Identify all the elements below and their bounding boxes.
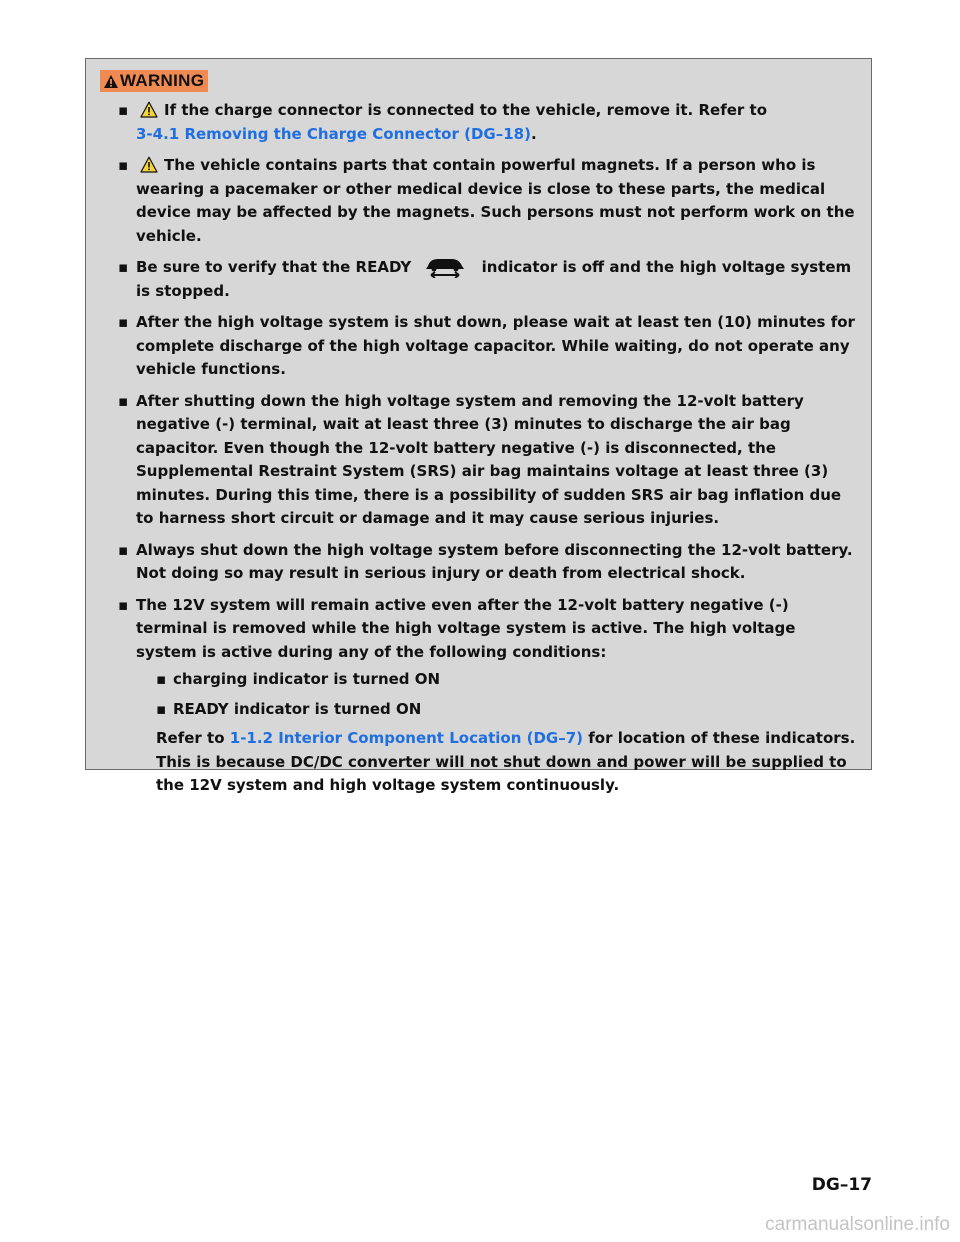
bullet: ▪ bbox=[156, 699, 167, 718]
item-text: After shutting down the high voltage system and removing the 12-volt battery negative (-) terminal, wait at least three (3) minutes to discharge the air bag capacitor. Even though the 12-volt battery negative (-) is disconnected, the Supplemental Restraint System (SRS) air bag maintains voltage at least three (3) minutes. During this time, there is a possibility of sudden SRS air bag inflation due to harness short circuit or damage and it may cause serious injuries. bbox=[136, 391, 842, 527]
bullet: ▪ bbox=[118, 313, 129, 331]
refer-text-end: for location of these indicators. This is because DC/DC converter will not shut down and power will be supplied to the 12V system and high voltage system continuously. bbox=[156, 729, 856, 794]
bullet: ▪ bbox=[118, 540, 129, 559]
warning-label: WARNING bbox=[120, 71, 205, 90]
bullet: ▪ bbox=[118, 258, 129, 276]
caution-triangle-icon bbox=[140, 156, 158, 173]
list-item bbox=[118, 311, 858, 382]
refer-text: Refer to bbox=[156, 729, 225, 747]
item-text: The vehicle contains parts that contain powerful magnets. If a person who is wearing a pacemaker or other medical device is close to these parts, the medical device may be affected by the magnets. Such persons must not perform work on the vehicle. bbox=[136, 156, 855, 245]
ready-indicator-icon bbox=[422, 256, 468, 278]
list-item bbox=[118, 154, 858, 248]
bullet: ▪ bbox=[156, 670, 167, 688]
list-item bbox=[118, 256, 858, 303]
item-text: After the high voltage system is shut down, please wait at least ten (10) minutes for complete discharge of the high voltage capacitor. While waiting, do not operate any vehicle functions. bbox=[136, 313, 855, 378]
item-text: Always shut down the high voltage system before disconnecting the 12-volt battery. Not doing so may result in serious injury or death from electrical shock. bbox=[136, 540, 853, 582]
list-item bbox=[118, 539, 858, 586]
warning-badge bbox=[100, 70, 208, 92]
condition-list bbox=[136, 668, 858, 721]
condition-text: READY indicator is turned ON bbox=[173, 699, 422, 718]
bullet: ▪ bbox=[118, 101, 129, 119]
link-removing-charge-connector[interactable]: 3-4.1 Removing the Charge Connector (DG–18) bbox=[136, 124, 531, 143]
bullet: ▪ bbox=[118, 595, 129, 614]
refer-paragraph bbox=[136, 727, 858, 798]
item-text: If the charge connector is connected to the vehicle, remove it. Refer to bbox=[164, 101, 767, 119]
watermark: carmanualsonline.info bbox=[765, 1214, 950, 1235]
warning-list bbox=[118, 99, 858, 806]
bullet: ▪ bbox=[118, 156, 129, 174]
list-item bbox=[118, 594, 858, 798]
list-item bbox=[156, 698, 858, 722]
list-item bbox=[156, 668, 858, 692]
item-text: indicator is off and the high voltage system is stopped. bbox=[136, 258, 852, 300]
bullet: ▪ bbox=[118, 391, 129, 410]
caution-triangle-icon bbox=[140, 101, 158, 118]
item-text-end: . bbox=[530, 124, 537, 143]
warning-box bbox=[85, 58, 872, 794]
page-number: DG–17 bbox=[811, 1175, 872, 1195]
item-text: The 12V system will remain active even after the 12-volt battery negative (-) terminal is removed while the high voltage system is active. The high voltage system is active during any of the following conditions: bbox=[136, 595, 796, 661]
list-item bbox=[118, 99, 858, 146]
list-item bbox=[118, 390, 858, 531]
link-interior-component-location[interactable]: 1-1.2 Interior Component Location (DG–7) bbox=[229, 729, 584, 747]
warning-triangle-icon bbox=[103, 74, 119, 89]
condition-text: charging indicator is turned ON bbox=[173, 670, 441, 688]
item-text: Be sure to verify that the READY bbox=[136, 258, 412, 276]
